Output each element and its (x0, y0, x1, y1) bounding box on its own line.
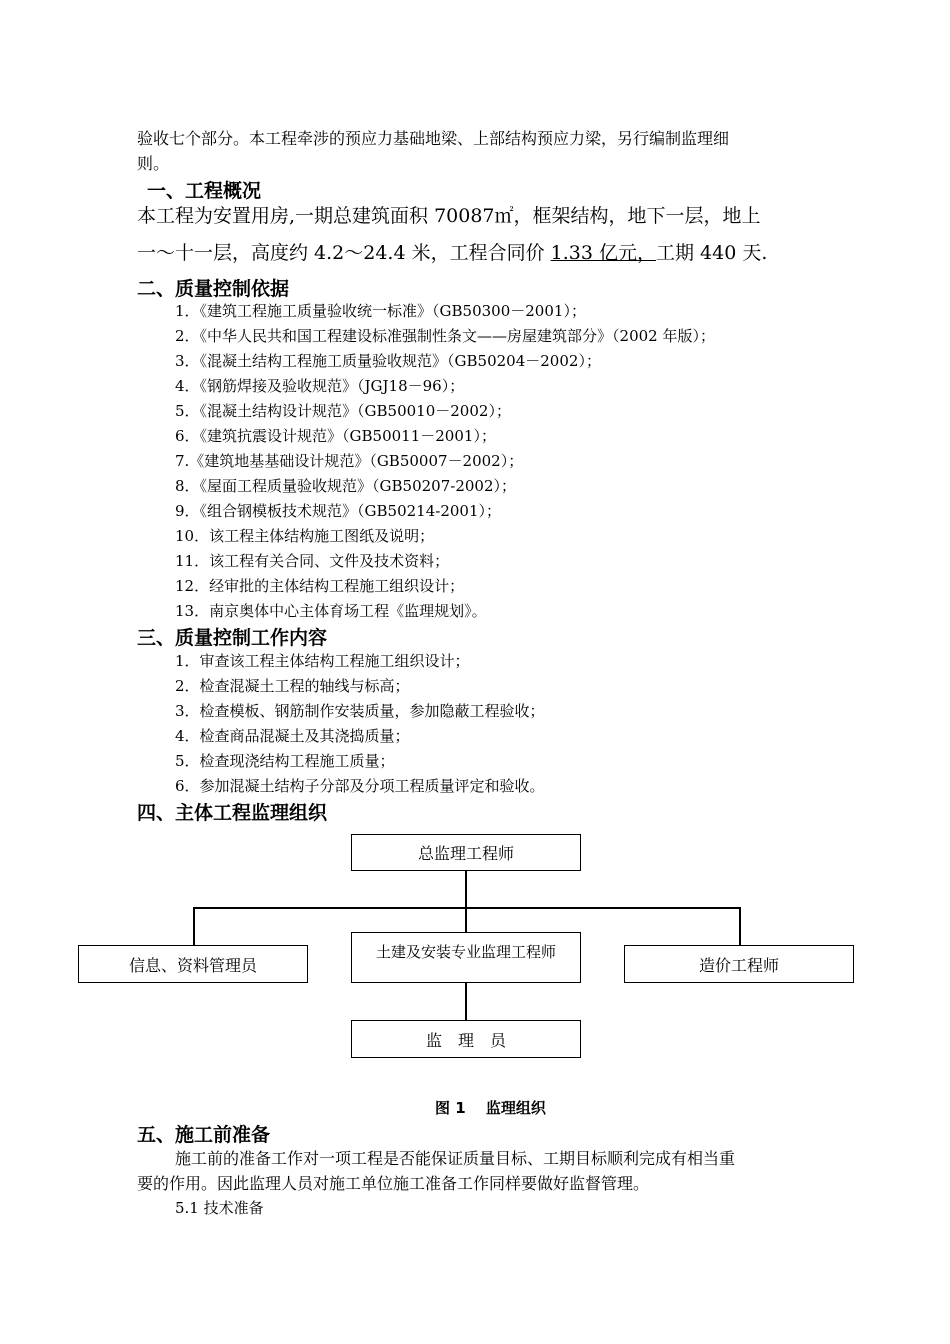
section-1-line-2 (137, 238, 767, 265)
connector-line (465, 871, 467, 908)
info-data-manager-box: 信息、资料管理员 (78, 945, 308, 983)
basis-item: 3．《混凝土结构工程施工质量验收规范》（GB50204－2002）； (175, 352, 601, 370)
work-item: 1．审查该工程主体结构工程施工组织设计； (175, 652, 470, 670)
work-item: 4．检查商品混凝土及其浇捣质量； (175, 727, 410, 745)
intro-line-2: 则。 (137, 154, 170, 173)
basis-item: 4．《钢筋焊接及验收规范》（JGJ18－96）； (175, 377, 465, 395)
work-item: 5．检查现浇结构工程施工质量； (175, 752, 395, 770)
work-item: 2．检查混凝土工程的轴线与标高； (175, 677, 410, 695)
section-1-line-2b: 工期 440 天. (656, 242, 768, 264)
basis-item: 11．该工程有关合同、文件及技术资料； (175, 552, 450, 570)
basis-item: 6．《建筑抗震设计规范》（GB50011－2001）； (175, 427, 496, 445)
section-1-line-1: 本工程为安置用房,一期总建筑面积 70087㎡，框架结构，地下一层，地上 (137, 205, 761, 227)
work-item: 6．参加混凝土结构子分部及分项工程质量评定和验收。 (175, 777, 545, 795)
basis-item: 10．该工程主体结构施工图纸及说明； (175, 527, 435, 545)
section-5-heading: 五、施工前准备 (137, 1124, 271, 1146)
chief-supervisor-box: 总监理工程师 (351, 834, 581, 871)
section-5-para-line-2: 要的作用。因此监理人员对施工单位施工准备工作同样要做好监督管理。 (137, 1174, 650, 1193)
section-1-heading: 一、工程概况 (147, 180, 262, 202)
basis-item: 13．南京奥体中心主体育场工程《监理规划》。 (175, 602, 487, 620)
basis-item: 5．《混凝土结构设计规范》（GB50010－2002）； (175, 402, 511, 420)
connector-line (465, 907, 467, 932)
contract-price: 1.33 亿元， (550, 242, 657, 264)
basis-item: 7.《建筑地基基础设计规范》（GB50007－2002）； (175, 452, 524, 470)
civil-install-engineer-box: 土建及安装专业监理工程师 (351, 932, 581, 983)
section-5-para-line-1: 施工前的准备工作对一项工程是否能保证质量目标、工期目标顺利完成有相当重 (175, 1149, 736, 1168)
basis-item: 9．《组合钢模板技术规范》（GB50214-2001）； (175, 502, 502, 520)
figure-caption: 图 1 监理组织 (435, 1099, 546, 1117)
basis-item: 1．《建筑工程施工质量验收统一标准》（GB50300－2001）； (175, 302, 586, 320)
cost-engineer-box: 造价工程师 (624, 945, 854, 983)
intro-line-1: 验收七个部分。本工程牵涉的预应力基础地梁、上部结构预应力梁，另行编制监理细 (137, 129, 730, 148)
work-item: 3．检查模板、钢筋制作安装质量，参加隐蔽工程验收； (175, 702, 545, 720)
basis-item: 12．经审批的主体结构工程施工组织设计； (175, 577, 465, 595)
supervisor-box: 监 理 员 (351, 1020, 581, 1058)
subsection-5-1: 5.1 技术准备 (175, 1199, 264, 1217)
section-4-heading: 四、主体工程监理组织 (137, 802, 328, 824)
section-2-heading: 二、质量控制依据 (137, 278, 290, 300)
basis-item: 2．《中华人民共和国工程建设标准强制性条文——房屋建筑部分》（2002 年版）； (175, 327, 715, 345)
connector-line (193, 907, 740, 909)
connector-line (465, 983, 467, 1020)
section-3-heading: 三、质量控制工作内容 (137, 627, 328, 649)
basis-item: 8．《屋面工程质量验收规范》（GB50207-2002）； (175, 477, 517, 495)
section-1-line-2a: 一～十一层，高度约 4.2～24.4 米，工程合同价 (137, 242, 551, 264)
connector-line (193, 907, 195, 945)
connector-line (739, 907, 741, 945)
